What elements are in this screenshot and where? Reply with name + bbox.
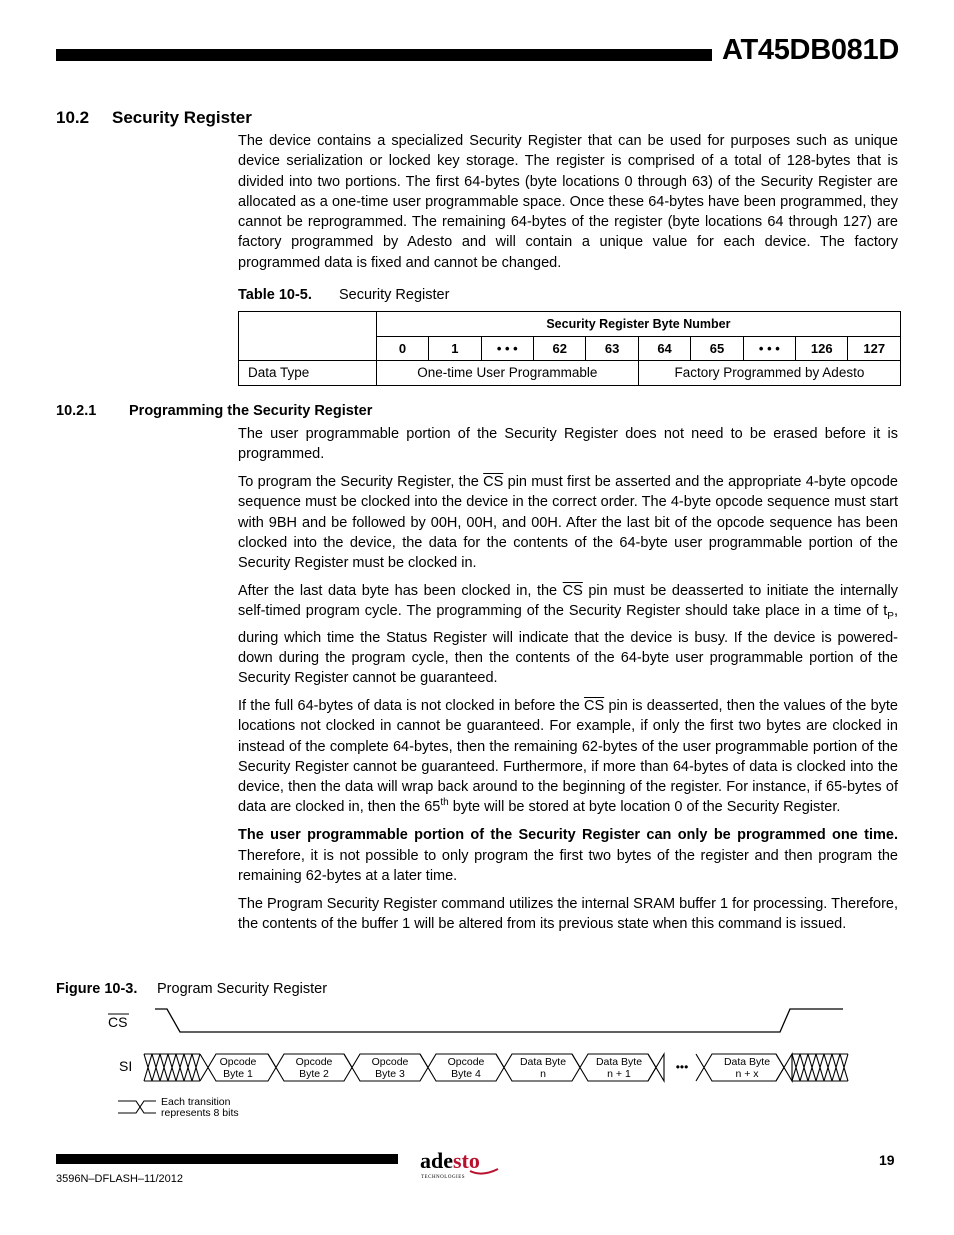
text-run: If the full 64-bytes of data is not clocked in before the bbox=[238, 697, 585, 714]
tp-subscript: P bbox=[887, 611, 894, 623]
subsection-heading: Programming the Security Register bbox=[129, 403, 373, 419]
byte-label: Opcode bbox=[295, 1056, 333, 1068]
section-number: 10.2 bbox=[56, 108, 90, 127]
programming-text bbox=[238, 424, 898, 942]
table-header-row bbox=[239, 312, 901, 337]
byte-label: Data Byte bbox=[595, 1056, 643, 1068]
th-superscript: th bbox=[440, 797, 449, 809]
security-register-table bbox=[238, 311, 901, 386]
byte-label: Byte 1 bbox=[223, 1068, 253, 1080]
subsection-title bbox=[56, 403, 372, 419]
timing-diagram bbox=[100, 1005, 850, 1125]
doc-code: 3596N–DFLASH–11/2012 bbox=[56, 1173, 183, 1185]
byte-col: • • • bbox=[743, 336, 795, 361]
text-run: pin is deasserted, then the values of the byte locations not clocked in cannot be guaranteed. For example, if only the first two bytes are clocked in instead of the complete 64-bytes, then the remaining 62-bytes of the user programmable portion of the Security Register cannot be guaranteed. Furthermore, if more than 64-bytes of data is clocked into the device, then the data will wrap back around to the beginning of the register. For instance, if 65-bytes of data are clocked in, then the 65 bbox=[238, 697, 898, 816]
figure-caption-label: Figure 10-3. bbox=[56, 981, 138, 997]
text-run: pin must first be asserted and the appropriate 4-byte opcode sequence must be clocked into the device in the correct order. The 4-byte opcode sequence must start with 9BH and be followed by 00H, 00H, and 00H. After the last bit of the opcode sequence has been clocked into the device, the data for the contents of the 64-byte user programmable portion of the Security Register must be clocked in. bbox=[238, 474, 898, 572]
table-corner-cell bbox=[239, 312, 377, 361]
legend-transition-symbol bbox=[118, 1101, 156, 1113]
byte-label: Opcode bbox=[447, 1056, 485, 1068]
byte-col: 62 bbox=[534, 336, 586, 361]
byte-label: n + x bbox=[735, 1068, 759, 1080]
logo-subtitle: TECHNOLOGIES bbox=[421, 1175, 466, 1180]
legend-line-2: represents 8 bits bbox=[161, 1107, 239, 1119]
table-caption-text: Security Register bbox=[339, 287, 450, 303]
paragraph-2 bbox=[238, 472, 898, 573]
paragraph-3 bbox=[238, 581, 898, 688]
bold-warning: The user programmable portion of the Security Register can only be programmed one time. bbox=[238, 827, 898, 844]
si-signal-label: SI bbox=[119, 1058, 133, 1074]
cs-pin-label: $\overline{CS}$ bbox=[483, 474, 504, 491]
paragraph-5 bbox=[238, 825, 898, 886]
legend-line-1: Each transition bbox=[161, 1096, 231, 1108]
text-run: byte will be stored at byte location 0 of the Security Register. bbox=[448, 799, 841, 816]
cs-waveform bbox=[155, 1009, 843, 1032]
byte-label: Byte 2 bbox=[299, 1068, 329, 1080]
otp-cell: One-time User Programmable bbox=[376, 361, 638, 386]
byte-col: 126 bbox=[796, 336, 848, 361]
byte-label: Byte 4 bbox=[451, 1068, 481, 1080]
text-run: , during which time the Status Register will indicate that the device is busy. If the device is powered-down during the program cycle, then the contents of the 64-byte user programmable portion of the Security Register cannot be guaranteed. bbox=[238, 603, 898, 687]
logo-wordmark: adesto bbox=[420, 1148, 480, 1173]
byte-col: 63 bbox=[586, 336, 638, 361]
page-number: 19 bbox=[879, 1152, 895, 1168]
data-type-row bbox=[239, 361, 901, 386]
figure-caption-text: Program Security Register bbox=[157, 981, 328, 997]
doc-title: AT45DB081D bbox=[722, 34, 899, 66]
paragraph-1: The user programmable portion of the Security Register does not need to be erased before it is programmed. bbox=[238, 426, 898, 463]
text-run: pin must be deasserted to initiate the internally self-timed program cycle. The programming of the Security Register should take place in a time of t bbox=[238, 583, 898, 620]
cs-pin-label: $\overline{CS}$ bbox=[584, 697, 605, 714]
paragraph-4 bbox=[238, 696, 898, 818]
byte-number-header: Security Register Byte Number bbox=[376, 312, 900, 337]
factory-cell: Factory Programmed by Adesto bbox=[638, 361, 900, 386]
byte-col: 127 bbox=[848, 336, 901, 361]
paragraph-6: The Program Security Register command utilizes the internal SRAM buffer 1 for processing. Therefore, the contents of the buffer 1 will be altered from its previous state when this command is issued. bbox=[238, 895, 898, 932]
byte-col: 64 bbox=[638, 336, 690, 361]
byte-label: Data Byte bbox=[519, 1056, 567, 1068]
text-run: After the last data byte has been clocked in, the bbox=[238, 583, 563, 600]
continuation-ellipsis: ••• bbox=[675, 1060, 689, 1074]
header-rule bbox=[56, 49, 712, 61]
byte-label: Byte 3 bbox=[375, 1068, 405, 1080]
byte-label: n bbox=[540, 1068, 546, 1080]
table-caption bbox=[238, 287, 449, 303]
table-caption-label: Table 10-5. bbox=[238, 287, 312, 303]
text-run: Therefore, it is not possible to only program the first two bytes of the register and then program the remaining 62-bytes at a later time. bbox=[238, 847, 898, 884]
byte-label: Opcode bbox=[219, 1056, 257, 1068]
cs-signal-label: CS bbox=[108, 1014, 128, 1030]
byte-label: Opcode bbox=[371, 1056, 409, 1068]
subsection-number: 10.2.1 bbox=[56, 403, 97, 419]
byte-col: 0 bbox=[376, 336, 428, 361]
section-title bbox=[56, 108, 252, 128]
byte-col: 65 bbox=[691, 336, 743, 361]
byte-col: • • • bbox=[481, 336, 533, 361]
figure-caption bbox=[56, 981, 327, 997]
intro-paragraph: The device contains a specialized Security Register that can be used for purposes such as unique device serialization or locked key storage. The register is comprised of a total of 128-bytes that is divided into two portions. The first 64-bytes (byte locations 0 through 63) of the Security Register are allocated as a one-time user programmable space. Once these 64-bytes have been programmed, they cannot be reprogrammed. The remaining 64-bytes of the register (byte locations 64 through 127) are factory programmed by Adesto and will contain a unique value for each device. The factory programmed data is fixed and cannot be changed. bbox=[238, 133, 898, 271]
adesto-logo bbox=[418, 1147, 508, 1181]
byte-col: 1 bbox=[429, 336, 481, 361]
cs-pin-label: $\overline{CS}$ bbox=[562, 583, 583, 600]
section-heading: Security Register bbox=[112, 108, 252, 127]
data-type-label: Data Type bbox=[239, 361, 377, 386]
byte-label: n + 1 bbox=[607, 1068, 631, 1080]
footer-rule bbox=[56, 1154, 398, 1164]
text-run: To program the Security Register, the bbox=[238, 474, 484, 491]
intro-text bbox=[238, 131, 898, 281]
byte-label: Data Byte bbox=[723, 1056, 771, 1068]
